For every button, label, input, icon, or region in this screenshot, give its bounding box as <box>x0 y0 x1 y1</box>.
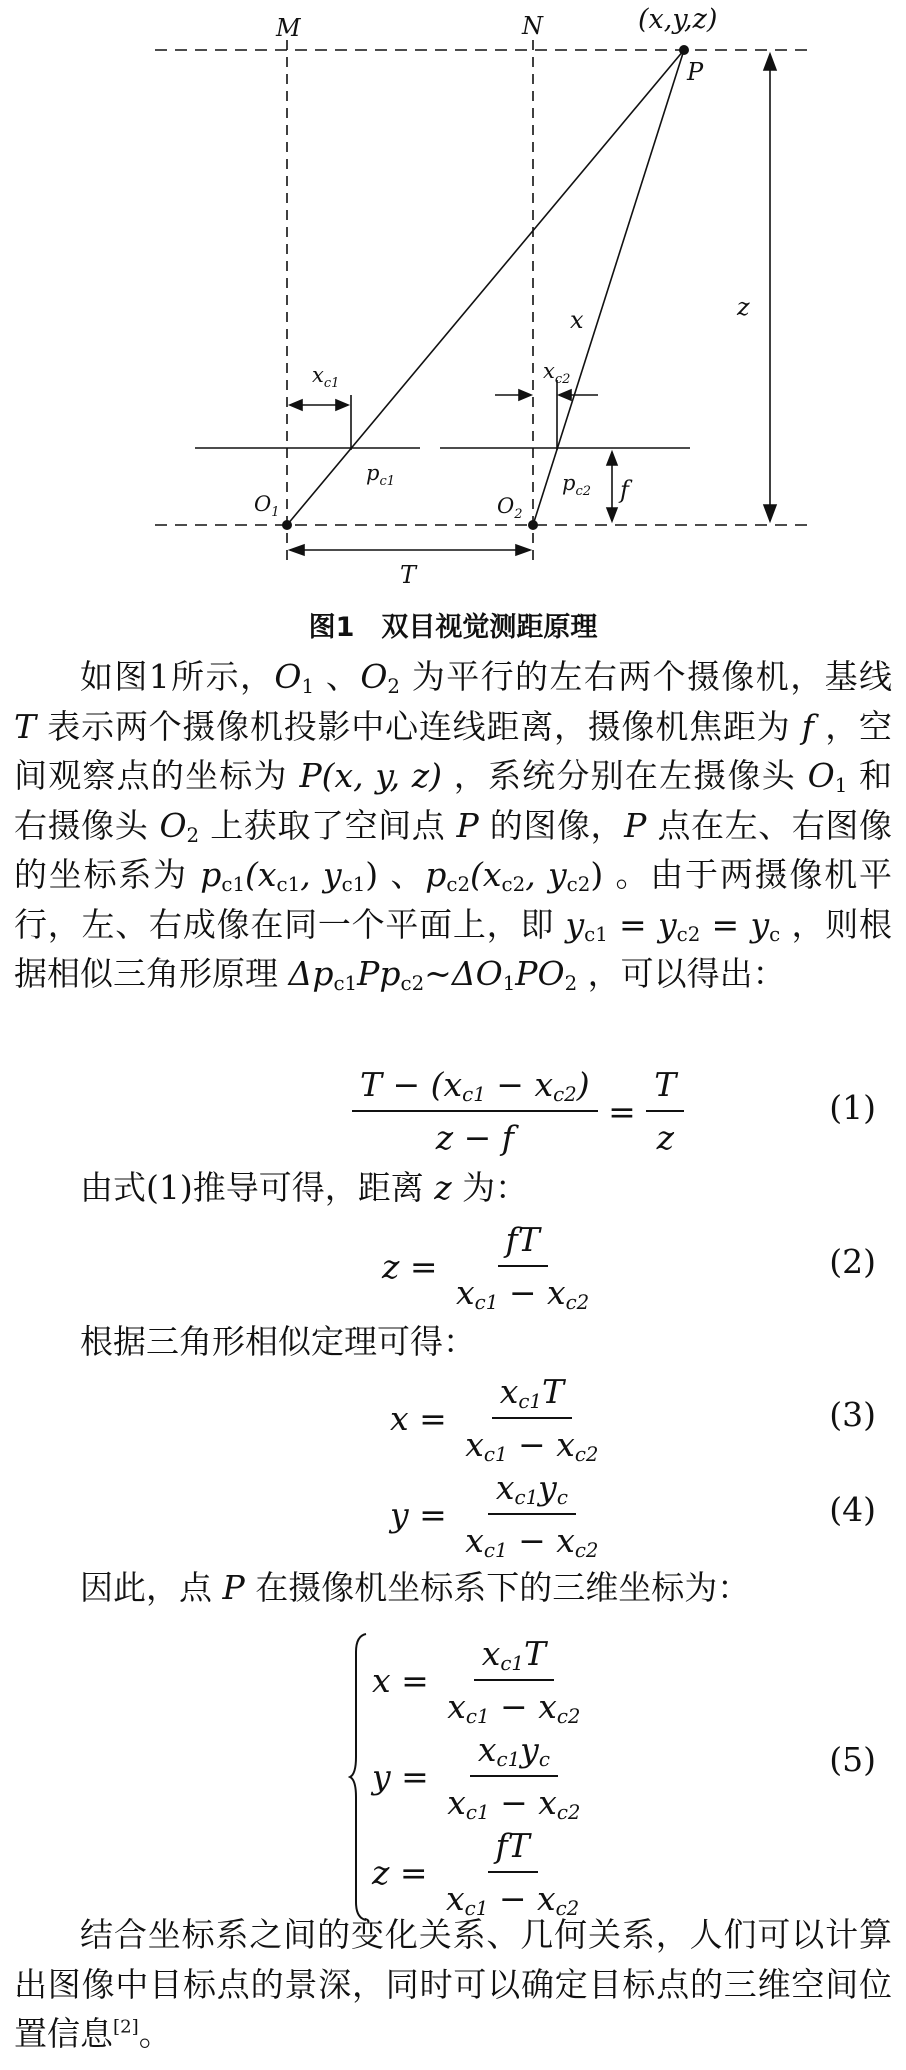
equation-3-label: (3) <box>829 1395 876 1434</box>
point-o2 <box>528 520 538 530</box>
line-3d-coordinates: 因此，点 P 在摄像机坐标系下的三维坐标为： <box>80 1568 751 1607</box>
label-p: P <box>687 58 704 86</box>
z-arrow-top <box>764 54 776 70</box>
equation-2: z = $\frac{fT}{x_{c1} - x_{c2}}$ <box>382 1220 590 1314</box>
equation-1: $\frac{T - (x_{c1} - x_{c2})}{z - f}$ = $\frac{T}{z}$ <box>352 1065 684 1157</box>
label-x: x <box>570 306 584 334</box>
label-z: z <box>737 293 750 321</box>
right-ray <box>533 50 684 525</box>
equation-1-label: (1) <box>829 1088 876 1127</box>
z-arrow-bottom <box>764 505 776 521</box>
equation-5-brace <box>348 1632 368 1922</box>
point-o1 <box>282 520 292 530</box>
xc1-arrow-left <box>290 400 302 410</box>
label-pc2: $p_{c2}$ <box>562 471 592 499</box>
label-pc1: $p_{c1}$ <box>366 461 396 489</box>
equation-5-row-z: z = $\frac{fT}{x_{c1} - x_{c2}}$ <box>372 1826 580 1920</box>
xc2-arrow-left <box>519 390 531 400</box>
point-p <box>679 45 689 55</box>
xc1-arrow-right <box>336 400 348 410</box>
equation-3: x = $\frac{x_{c1}T}{x_{c1} - x_{c2}}$ <box>390 1372 599 1466</box>
label-xc1: $x_{c1}$ <box>312 363 340 391</box>
equation-5-row-y: y = $\frac{x_{c1}y_c}{x_{c1} - x_{c2}}$ <box>372 1730 581 1824</box>
figure-caption: 图1 双目视觉测距原理 <box>308 612 598 643</box>
left-ray <box>287 50 684 525</box>
label-t: T <box>400 561 417 589</box>
label-m: M <box>276 14 301 42</box>
label-xc2: $x_{c2}$ <box>543 359 571 387</box>
t-arrow-left <box>290 545 304 555</box>
equation-2-label: (2) <box>829 1242 876 1281</box>
paragraph-conclusion: 结合坐标系之间的变化关系、几何关系，人们可以计算出图像中目标点的景深，同时可以确定目标点的三维空间位置信息[2]。 <box>14 1915 892 2053</box>
citation-ref: [2] <box>113 2016 139 2038</box>
label-n: N <box>522 12 543 40</box>
f-arrow-bottom <box>607 508 617 521</box>
binocular-ranging-diagram <box>0 0 906 590</box>
equation-5-row-x: x = $\frac{x_{c1}T}{x_{c1} - x_{c2}}$ <box>372 1634 581 1728</box>
label-o2: $O_2$ <box>497 494 523 522</box>
f-arrow-top <box>607 452 617 465</box>
t-arrow-right <box>516 545 530 555</box>
label-o1: $O_1$ <box>254 492 280 520</box>
line-derive-z: 由式(1)推导可得，距离 z 为： <box>80 1168 529 1207</box>
paragraph-intro: 如图1所示，$O_1$ 、$O_2$ 为平行的左右两个摄像机，基线 T 表示两个摄像机投影中心连线距离，摄像机焦距为 f ，空间观察点的坐标为 P(x, y, z) ，系统分别在左摄像头 $O_1$ 和右摄像头 $O_2$ 上获取了空间点 P 的图像，P 点在左、右图像的坐标系为 $p_{c1}(x_{c1}$, $y_{c1}$) 、$p_{c2}(x_{c2}$, $y_{c2}$) 。由于两摄像机平行，左、右成像在同一个平面上，即 $y_{c1} = y_{c2} = y_c$ ，则根据相似三角形原理 $\Delta p_{c1}Pp_{c2}\sim\Delta O_1PO_2$ ，可以得出： <box>14 657 893 995</box>
xc2-arrow-right <box>559 390 571 400</box>
equation-5 <box>372 1632 589 1920</box>
equation-4-label: (4) <box>829 1490 876 1529</box>
equation-4: y = $\frac{x_{c1}y_c}{x_{c1} - x_{c2}}$ <box>390 1468 599 1562</box>
label-f: f <box>620 476 629 504</box>
equation-5-label: (5) <box>829 1740 876 1779</box>
label-point-coord: (x,y,z) <box>638 4 718 35</box>
line-similar-triangles: 根据三角形相似定理可得： <box>80 1322 476 1361</box>
